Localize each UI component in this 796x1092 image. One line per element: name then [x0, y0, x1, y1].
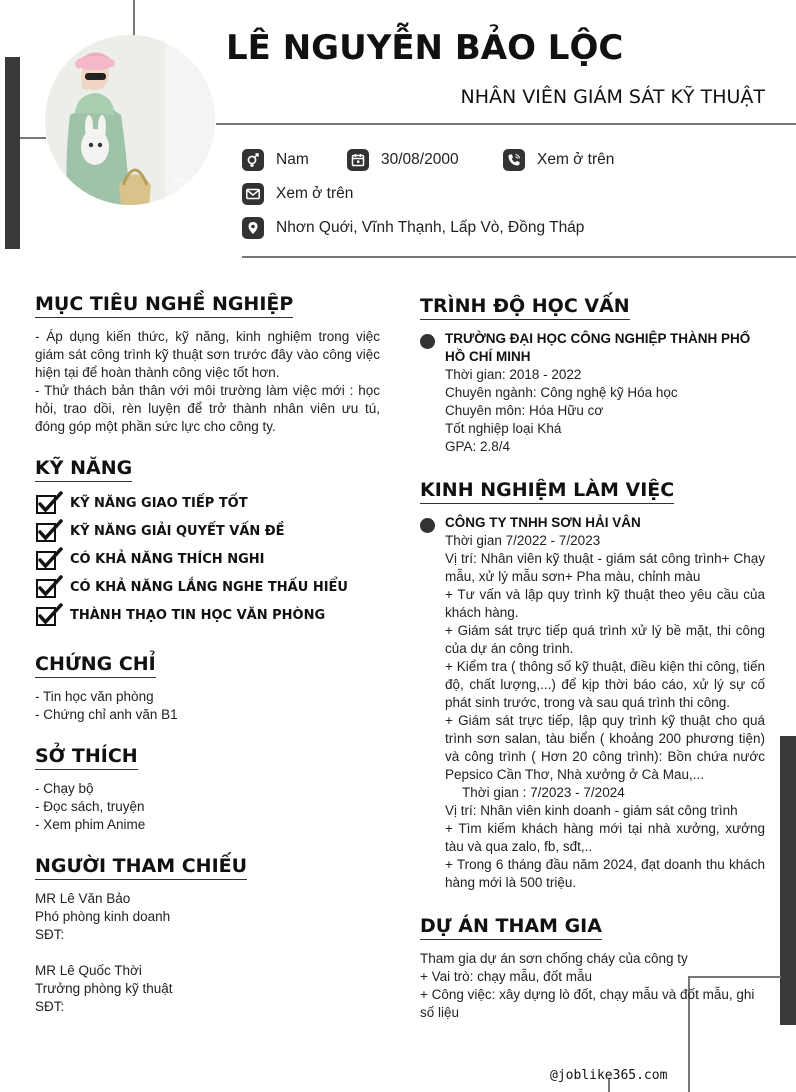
education-detail: Chuyên môn: Hóa Hữu cơ: [445, 403, 604, 418]
skill-item: [36, 575, 348, 599]
avatar: [45, 35, 215, 205]
certificate-item: - Tin học văn phòng: [35, 689, 154, 704]
company-name: CÔNG TY TNHH SƠN HẢI VÂN: [445, 515, 641, 530]
experience-heading: KINH NGHIỆM LÀM VIỆC: [420, 479, 674, 504]
hobby-item: - Đọc sách, truyện: [35, 799, 145, 814]
education-entry: [445, 330, 765, 456]
email-row: [242, 183, 353, 205]
project-line: + Công việc: xây dựng lò đốt, chạy mẫu và đốt mẫu, ghi số liệu: [420, 987, 755, 1020]
checkbox-checked-icon: [36, 575, 64, 599]
skill-item: [36, 491, 248, 515]
experience-line: Vị trí: Nhân viên kinh doanh - giám sát công trình: [445, 803, 738, 818]
skill-label: CÓ KHẢ NĂNG LẮNG NGHE THẤU HIỂU: [70, 579, 348, 595]
objective-line: - Thử thách bản thân với môi trường làm việc mới : học hỏi, trao dồi, rèn luyện để trở thành nhân viên ưu tú, đóng góp một phần sức lực cho công ty.: [35, 383, 380, 434]
email-value: Xem ở trên: [276, 185, 354, 202]
reference-role: Trưởng phòng kỹ thuật: [35, 981, 173, 996]
accent-bar-left: [5, 57, 20, 249]
profile-photo: [45, 35, 215, 205]
bullet-dot: [420, 334, 435, 349]
phone-value: Xem ở trên: [537, 151, 615, 168]
certificates-heading: CHỨNG CHỈ: [35, 653, 156, 678]
skills-heading: KỸ NĂNG: [35, 457, 132, 482]
skill-item: [36, 547, 264, 571]
birthday-value: 30/08/2000: [381, 151, 459, 168]
experience-line: + Tư vấn và lập quy trình kỹ thuật theo yêu cầu của khách hàng.: [445, 587, 765, 620]
photo-watermark: chu: [173, 175, 188, 185]
experience-line: Thời gian 7/2022 - 7/2023: [445, 533, 601, 548]
experience-entry: [445, 514, 765, 892]
projects-heading: DỰ ÁN THAM GIA: [420, 915, 602, 940]
frame-line: [216, 123, 796, 125]
skill-item: [36, 519, 285, 543]
calendar-icon: [347, 149, 369, 171]
gender-value: Nam: [276, 151, 309, 168]
objective-heading: MỤC TIÊU NGHỀ NGHIỆP: [35, 293, 293, 318]
experience-line: + Tìm kiếm khách hàng mới tại nhà xưởng, xưởng tàu và qua zalo, fb, sđt,..: [445, 821, 765, 854]
reference-entry: [35, 962, 380, 1016]
objective-line: - Áp dụng kiến thức, kỹ năng, kinh nghiệm trong việc giám sát công trình kỹ thuật sơn trước đây vào công việc hiện tại để hoàn thành công việc tốt hơn.: [35, 329, 380, 380]
education-detail: GPA: 2.8/4: [445, 439, 511, 454]
bullet-dot: [420, 518, 435, 533]
full-name: LÊ NGUYỄN BẢO LỘC: [226, 28, 624, 68]
checkbox-checked-icon: [36, 519, 64, 543]
address-value: Nhơn Quới, Vĩnh Thạnh, Lấp Vò, Đồng Tháp: [276, 219, 585, 236]
reference-role: Phó phòng kinh doanh: [35, 909, 171, 924]
hobbies-list: [35, 780, 380, 834]
skill-label: THÀNH THẠO TIN HỌC VĂN PHÒNG: [70, 607, 326, 623]
frame-line: [242, 256, 796, 258]
experience-line: Vị trí: Nhân viên kỹ thuật - giám sát công trình+ Chạy mẫu, xử lý mẫu sơn+ Pha màu, chỉnh màu: [445, 551, 765, 584]
gender-icon: [242, 149, 264, 171]
certificate-item: - Chứng chỉ anh văn B1: [35, 707, 178, 722]
certificates-list: [35, 688, 380, 724]
project-line: Tham gia dự án sơn chống cháy của công ty: [420, 951, 688, 966]
education-heading: TRÌNH ĐỘ HỌC VẤN: [420, 295, 630, 320]
skill-label: KỸ NĂNG GIẢI QUYẾT VẤN ĐỀ: [70, 523, 285, 539]
reference-entry: [35, 890, 380, 944]
projects-text: [420, 950, 765, 1022]
hobby-item: - Xem phim Anime: [35, 817, 146, 832]
hobbies-heading: SỞ THÍCH: [35, 745, 138, 770]
frame-line: [133, 0, 135, 36]
experience-line: + Giám sát trực tiếp, lập quy trình kỹ thuật cho quá trình sơn salan, tàu biển ( khoảng 200 phương tiện) và công trình ( Hơn 20 công trình): Bồn chứa nước Pepsico Cần Thơ, Nhà xưởng ở Cà Mau,...: [445, 713, 765, 782]
job-title: NHÂN VIÊN GIÁM SÁT KỸ THUẬT: [460, 86, 765, 108]
checkbox-checked-icon: [36, 491, 64, 515]
frame-line: [18, 137, 46, 139]
skill-item: [36, 603, 325, 627]
gender-row: [242, 149, 309, 171]
education-detail: Tốt nghiệp loại Khá: [445, 421, 562, 436]
skill-label: CÓ KHẢ NĂNG THÍCH NGHI: [70, 551, 265, 567]
objective-text: [35, 328, 380, 436]
education-detail: Chuyên ngành: Công nghệ kỹ Hóa học: [445, 385, 678, 400]
experience-line: + Giám sát trực tiếp quá trình xử lý bề mặt, thi công của dự án công trình.: [445, 623, 765, 656]
reference-name: MR Lê Văn Bảo: [35, 891, 131, 906]
reference-phone: SĐT:: [35, 927, 65, 942]
skill-label: KỸ NĂNG GIAO TIẾP TỐT: [70, 495, 248, 511]
school-name: TRƯỜNG ĐẠI HỌC CÔNG NGHIỆP THÀNH PHỐ HỒ CHÍ MINH: [445, 331, 751, 364]
accent-bar-right: [780, 736, 796, 1025]
reference-phone: SĐT:: [35, 999, 65, 1014]
location-pin-icon: [242, 217, 264, 239]
birthday-row: [347, 149, 459, 171]
phone-icon: [503, 149, 525, 171]
reference-name: MR Lê Quốc Thời: [35, 963, 142, 978]
experience-line: + Kiểm tra ( thông số kỹ thuật, điều kiện thi công, tiến độ, chất lượng,...) để kịp thời báo cáo, xử lý sự cố phát sinh trước, trong và sau quá trình thi công.: [445, 659, 765, 710]
checkbox-checked-icon: [36, 603, 64, 627]
education-detail: Thời gian: 2018 - 2022: [445, 367, 582, 382]
website-handle: @joblike365.com: [550, 1068, 668, 1083]
email-icon: [242, 183, 264, 205]
address-row: [242, 217, 584, 239]
phone-row: [503, 149, 614, 171]
experience-line: + Trong 6 tháng đầu năm 2024, đạt doanh thu khách hàng mới là 500 triệu.: [445, 857, 765, 890]
references-heading: NGƯỜI THAM CHIẾU: [35, 855, 247, 880]
experience-line: Thời gian : 7/2023 - 7/2024: [462, 785, 625, 800]
checkbox-checked-icon: [36, 547, 64, 571]
hobby-item: - Chạy bộ: [35, 781, 94, 796]
project-line: + Vai trò: chạy mẫu, đốt mẫu: [420, 969, 592, 984]
